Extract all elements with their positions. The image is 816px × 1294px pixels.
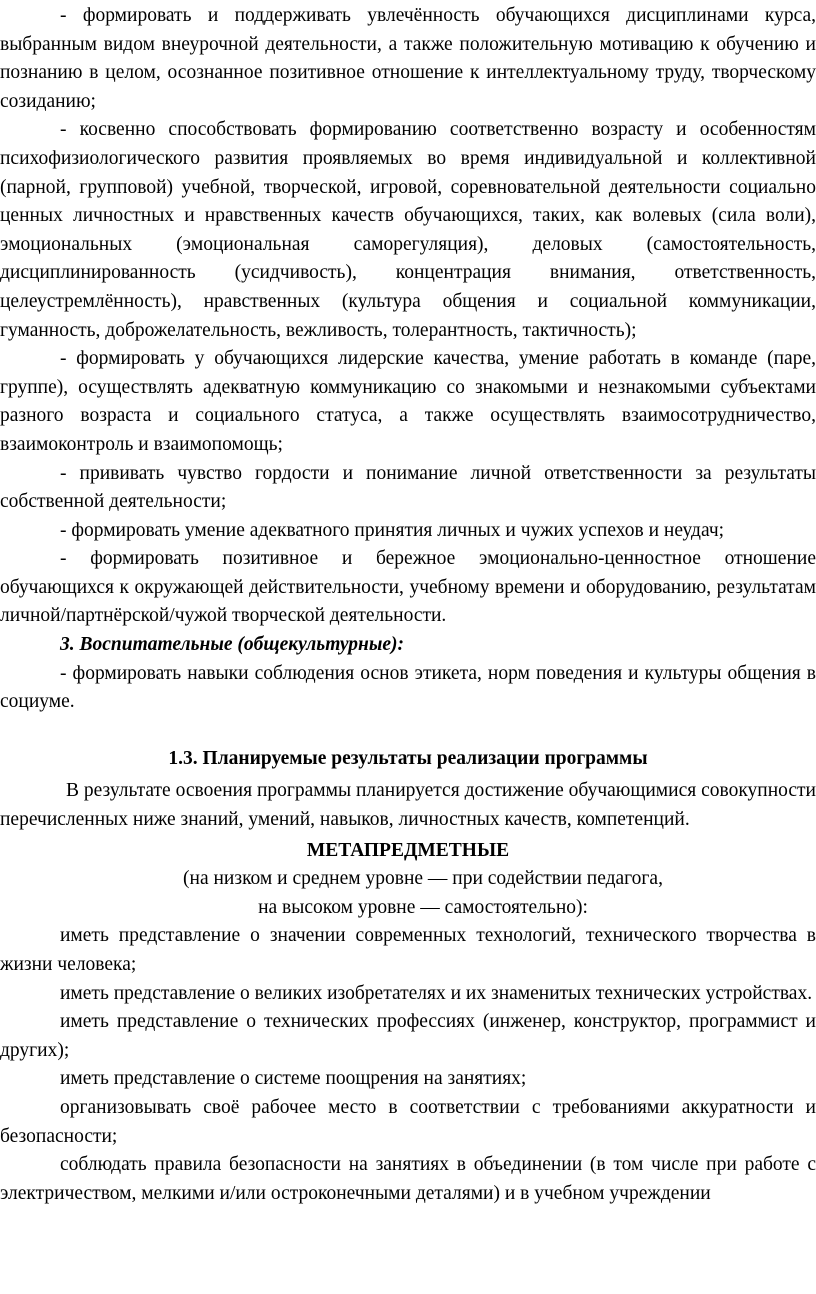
document-page	[0, 2, 816, 1208]
intro-paragraph: В результате освоения программы планируется достижение обучающимися совокупности перечисленных ниже знаний, умений, навыков, личностных качеств, компетенций.	[0, 780, 816, 831]
goal-paragraph: - прививать чувство гордости и понимание личной ответственности за результаты собственной деятельности;	[0, 462, 816, 513]
goal-paragraph: - формировать и поддерживать увлечённость обучающихся дисциплинами курса, выбранным видом внеурочной деятельности, а также положительную мотивацию к обучению и познанию в целом, осознанное позитивное отношение к интеллектуальному труду, творческому созиданию;	[0, 5, 816, 112]
goal-paragraph: - формировать навыки соблюдения основ этикета, норм поведения и культуры общения в социуме.	[0, 662, 816, 713]
result-item: иметь представление о системе поощрения на занятиях;	[60, 1068, 527, 1090]
result-item: иметь представление о значении современных технологий, технического творчества в жизни человека;	[0, 925, 816, 975]
section-title: 1.3. Планируемые результаты реализации программы	[168, 747, 648, 769]
metasubject-heading: МЕТАПРЕДМЕТНЫЕ	[306, 839, 510, 861]
result-item: иметь представление о великих изобретателях и их знаменитых технических устройствах.	[60, 982, 813, 1004]
metasubject-note: (на низком и среднем уровне — при содействии педагога,	[183, 868, 663, 890]
metasubject-note: на высоком уровне — самостоятельно):	[258, 896, 588, 918]
result-item: соблюдать правила безопасности на занятиях в объединении (в том числе при работе с электричеством, мелкими и/или остроконечными деталями) и в учебном учреждении	[0, 1154, 816, 1204]
educational-goals-subheading: 3. Воспитательные (общекультурные):	[60, 634, 405, 656]
goal-paragraph: - косвенно способствовать формированию соответственно возрасту и особенностям психофизиологического развития проявляемых во время индивидуальной и коллективной (парной, групповой) учебной, творческой, игровой, соревновательной деятельности социально ценных личностных и нравственных качеств обучающихся, таких, как волевых (сила воли), эмоциональных (эмоциональная саморегуляция), деловых (самостоятельность, дисциплинированность (усидчивость), концентрация внимания, ответственность, целеустремлённость), нравственных (культура общения и социальной коммуникации, гуманность, доброжелательность, вежливость, толерантность, тактичность);	[0, 119, 816, 341]
goal-paragraph: - формировать умение адекватного принятия личных и чужих успехов и неудач;	[60, 519, 725, 541]
goal-paragraph: - формировать позитивное и бережное эмоционально-ценностное отношение обучающихся к окружающей действительности, учебному времени и оборудованию, результатам личной/партнёрской/чужой творческой деятельности.	[0, 548, 816, 627]
result-item: иметь представление о технических профессиях (инженер, конструктор, программист и других);	[0, 1011, 816, 1061]
goal-paragraph: - формировать у обучающихся лидерские качества, умение работать в команде (паре, группе), осуществлять адекватную коммуникацию со знакомыми и незнакомыми субъектами разного возраста и социального статуса, а также осуществлять взаимосотрудничество, взаимоконтроль и взаимопомощь;	[0, 348, 816, 455]
result-item: организовывать своё рабочее место в соответствии с требованиями аккуратности и безопасности;	[0, 1096, 816, 1147]
